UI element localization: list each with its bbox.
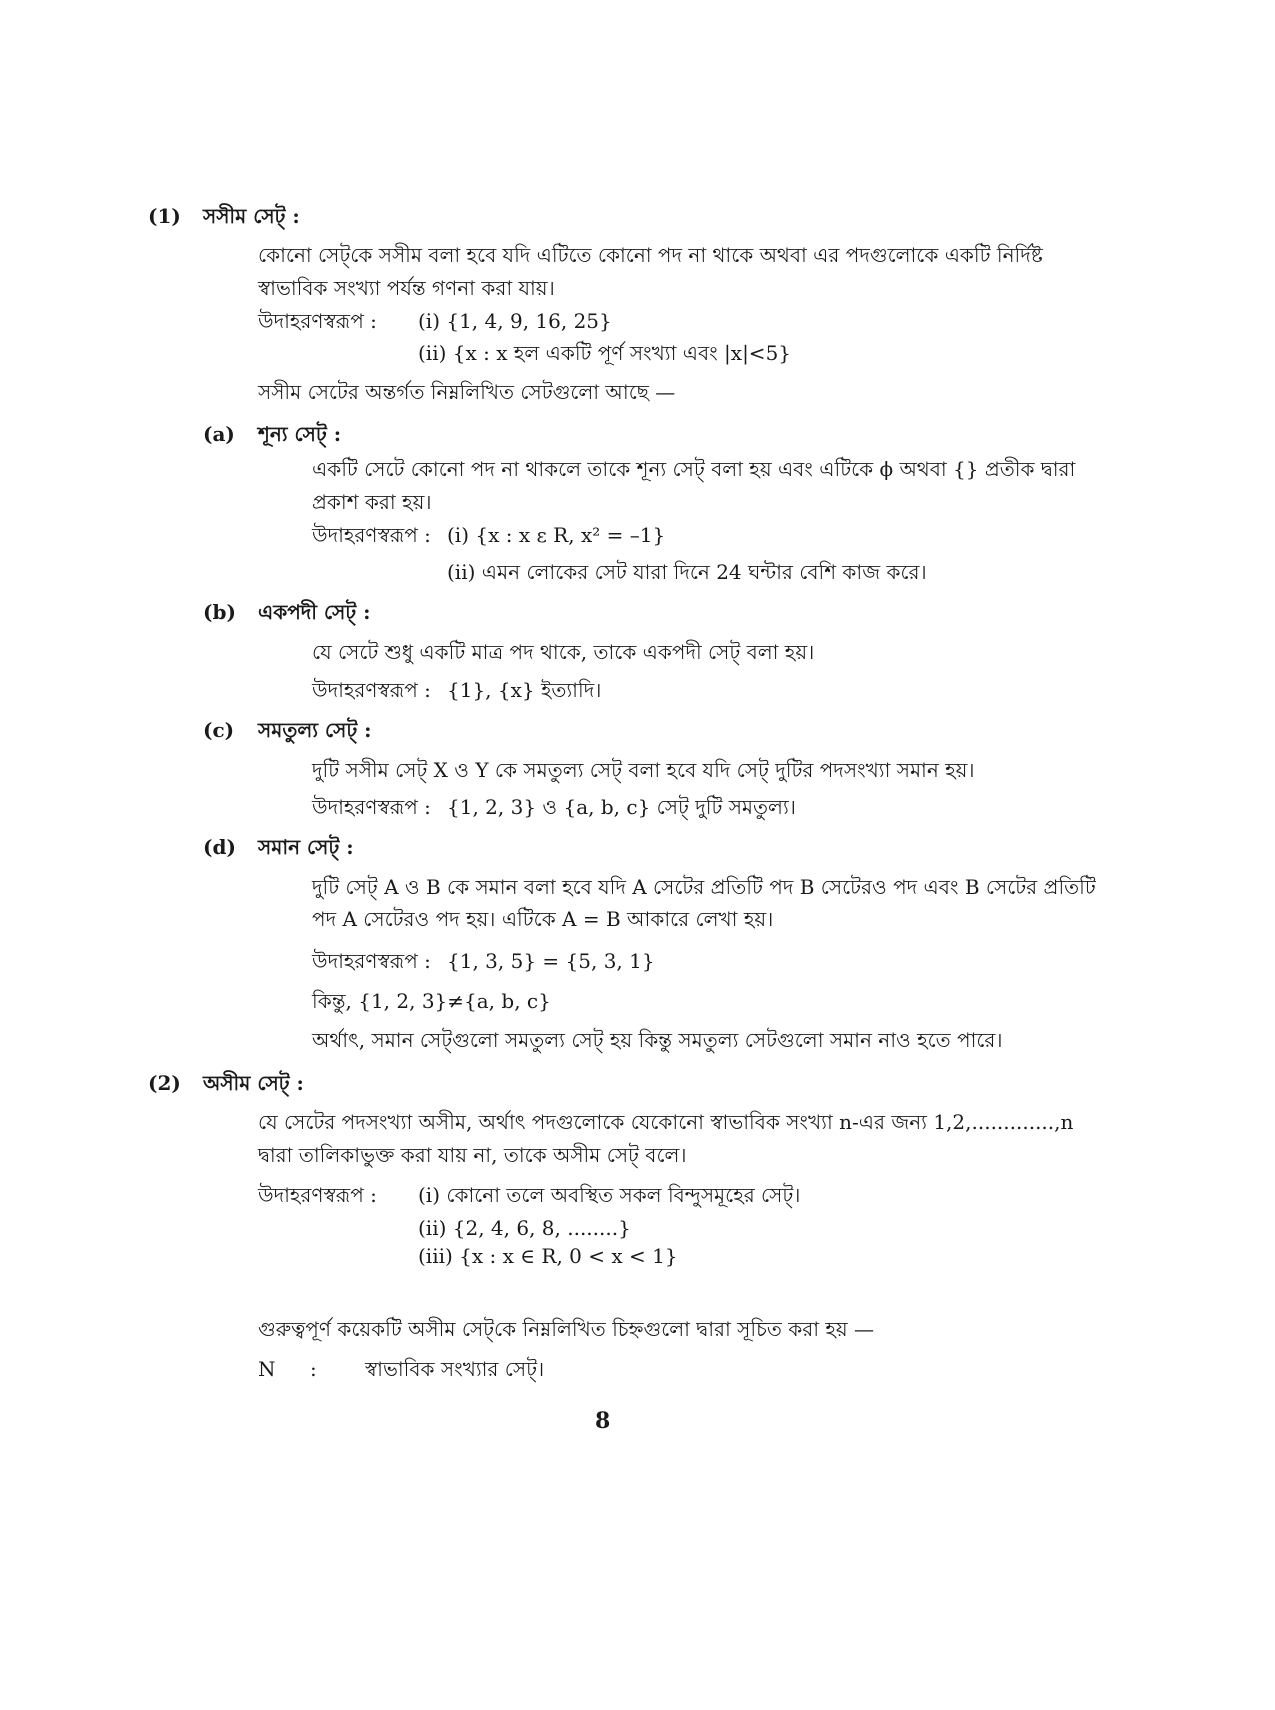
infinite-example-2: (ii) {2, 4, 6, 8, ........} [418,1216,631,1240]
equal-example: {1, 3, 5} = {5, 3, 1} [447,949,655,973]
heading-singleton-set: একপদী সেট্ : [258,600,371,624]
infinite-definition-line1: যে সেটের পদসংখ্যা অসীম, অর্থাৎ পদগুলোকে যেকোনো স্বাভাবিক সংখ্যা n-এর জন্য 1,2,.............,n [258,1110,1074,1134]
section-number-equal: (d) [203,835,236,859]
heading-equal-set: সমান সেট্ : [258,835,354,859]
finite-definition-line2: স্বাভাবিক সংখ্যা পর্যন্ত গণনা করা যায়। [258,276,555,300]
empty-example-1: (i) {x : x ε R, x² = –1} [447,523,666,547]
equivalent-example: {1, 2, 3} ও {a, b, c} সেট্ দুটি সমতুল্য। [447,795,796,819]
section-number-finite: (1) [148,204,181,228]
singleton-example-label: উদাহরণস্বরূপ : [312,678,431,702]
finite-includes-text: সসীম সেটের অন্তর্গত নিম্নলিখিত সেটগুলো আছে — [258,380,676,404]
equal-definition-line1: দুটি সেট্ A ও B কে সমান বলা হবে যদি A সেটের প্রতিটি পদ B সেটেরও পদ এবং B সেটের প্রতিটি [312,875,1096,899]
empty-definition-line1: একটি সেটে কোনো পদ না থাকলে তাকে শূন্য সেট্ বলা হয় এবং এটিকে ϕ অথবা {} প্রতীক দ্বারা [312,457,1076,481]
singleton-example: {1}, {x} ইত্যাদি। [447,678,602,702]
singleton-definition: যে সেটে শুধু একটি মাত্র পদ থাকে, তাকে একপদী সেট্ বলা হয়। [312,640,815,664]
heading-infinite-set: অসীম সেট্ : [203,1071,304,1095]
section-number-equivalent: (c) [203,718,235,742]
symbol-n: N [258,1357,276,1381]
page-number: 8 [595,1408,611,1434]
section-number-infinite: (2) [148,1071,181,1095]
heading-finite-set: সসীম সেট্ : [203,204,300,228]
symbol-n-description: স্বাভাবিক সংখ্যার সেট্। [365,1357,545,1381]
infinite-definition-line2: দ্বারা তালিকাভুক্ত করা যায় না, তাকে অসীম সেট্ বলে। [258,1143,687,1167]
finite-example-2: (ii) {x : x হল একটি পূর্ণ সংখ্যা এবং |x|<5} [418,341,792,365]
empty-example-2: (ii) এমন লোকের সেট যারা দিনে 24 ঘন্টার বেশি কাজ করে। [447,560,927,584]
equal-definition-line2: পদ A সেটেরও পদ হয়। এটিকে A = B আকারে লেখা হয়। [312,907,774,931]
equal-conclusion: অর্থাৎ, সমান সেট্‌গুলো সমতুল্য সেট্ হয় কিন্তু সমতুল্য সেটগুলো সমান নাও হতে পারে। [312,1028,1003,1052]
infinite-example-label: উদাহরণস্বরূপ : [258,1183,377,1207]
equal-example-label: উদাহরণস্বরূপ : [312,949,431,973]
section-number-singleton: (b) [203,600,236,624]
infinite-example-1: (i) কোনো তলে অবস্থিত সকল বিন্দুসমূহের সেট্। [418,1183,801,1207]
section-number-empty: (a) [203,422,235,446]
finite-example-label: উদাহরণস্বরূপ : [258,309,377,333]
symbol-n-colon: : [310,1357,317,1381]
heading-equivalent-set: সমতুল্য সেট্ : [258,718,372,742]
empty-example-label: উদাহরণস্বরূপ : [312,523,431,547]
finite-example-1: (i) {1, 4, 9, 16, 25} [418,309,612,333]
equivalent-example-label: উদাহরণস্বরূপ : [312,795,431,819]
infinite-example-3: (iii) {x : x ∈ R, 0 < x < 1} [418,1244,678,1268]
equal-counter-example: কিন্তু, {1, 2, 3}≠{a, b, c} [312,989,551,1013]
finite-definition-line1: কোনো সেট্‌কে সসীম বলা হবে যদি এটিতে কোনো পদ না থাকে অথবা এর পদগুলোকে একটি নির্দিষ্ট [258,243,1043,267]
equivalent-definition: দুটি সসীম সেট্ X ও Y কে সমতুল্য সেট্ বলা হবে যদি সেট্ দুটির পদসংখ্যা সমান হয়। [312,758,975,782]
empty-definition-line2: প্রকাশ করা হয়। [312,490,432,514]
infinite-symbols-intro: গুরুত্বপূর্ণ কয়েকটি অসীম সেট্‌কে নিম্নলিখিত চিহ্নগুলো দ্বারা সূচিত করা হয় — [258,1317,875,1341]
heading-empty-set: শূন্য সেট্ : [258,422,342,446]
